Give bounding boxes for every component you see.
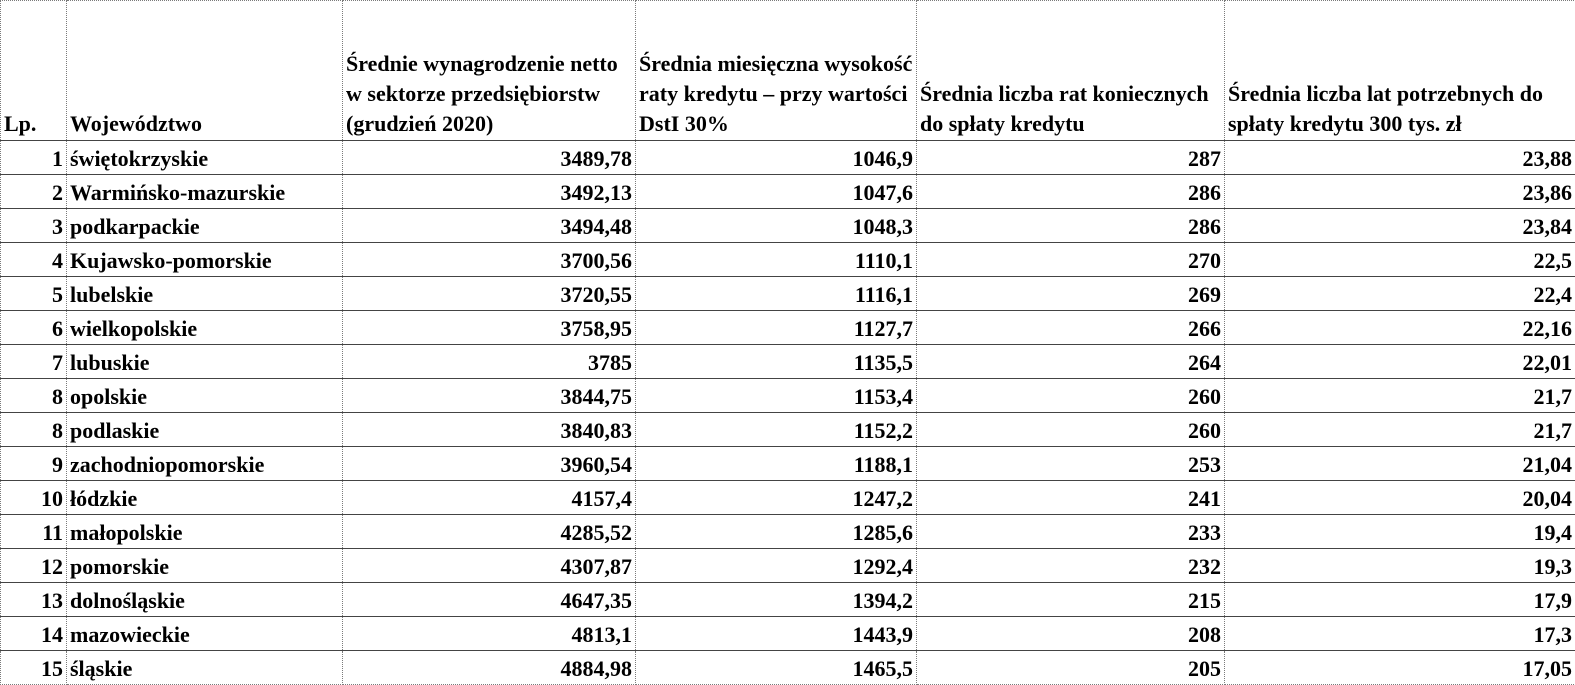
cell-liczba-rat: 269	[917, 277, 1225, 311]
header-rata: Średnia miesięczna wysokość raty kredytu – przy wartości DstI 30%	[636, 1, 917, 141]
table-row	[1, 345, 1575, 379]
cell-liczba-lat: 23,84	[1225, 209, 1575, 243]
cell-rata: 1152,2	[636, 413, 917, 447]
cell-wynagrodzenie: 3489,78	[343, 141, 636, 175]
cell-wojewodztwo: wielkopolskie	[67, 311, 343, 345]
cell-rata: 1465,5	[636, 651, 917, 685]
cell-wynagrodzenie: 3720,55	[343, 277, 636, 311]
cell-wojewodztwo: świętokrzyskie	[67, 141, 343, 175]
cell-wojewodztwo: zachodniopomorskie	[67, 447, 343, 481]
cell-liczba-lat: 22,01	[1225, 345, 1575, 379]
cell-liczba-rat: 266	[917, 311, 1225, 345]
cell-wynagrodzenie: 4884,98	[343, 651, 636, 685]
cell-wojewodztwo: Kujawsko-pomorskie	[67, 243, 343, 277]
cell-wojewodztwo: podlaskie	[67, 413, 343, 447]
cell-rata: 1110,1	[636, 243, 917, 277]
cell-wojewodztwo: lubuskie	[67, 345, 343, 379]
table-row	[1, 515, 1575, 549]
cell-lp: 13	[1, 583, 67, 617]
table-row	[1, 447, 1575, 481]
cell-wojewodztwo: małopolskie	[67, 515, 343, 549]
header-row	[1, 1, 1575, 141]
table-row	[1, 617, 1575, 651]
cell-lp: 6	[1, 311, 67, 345]
cell-wojewodztwo: łódzkie	[67, 481, 343, 515]
cell-wojewodztwo: pomorskie	[67, 549, 343, 583]
cell-lp: 10	[1, 481, 67, 515]
cell-wojewodztwo: opolskie	[67, 379, 343, 413]
cell-wynagrodzenie: 4157,4	[343, 481, 636, 515]
cell-lp: 9	[1, 447, 67, 481]
cell-rata: 1285,6	[636, 515, 917, 549]
cell-lp: 12	[1, 549, 67, 583]
cell-rata: 1443,9	[636, 617, 917, 651]
cell-wynagrodzenie: 4647,35	[343, 583, 636, 617]
cell-wynagrodzenie: 3844,75	[343, 379, 636, 413]
cell-liczba-lat: 21,7	[1225, 379, 1575, 413]
cell-wynagrodzenie: 3492,13	[343, 175, 636, 209]
cell-wynagrodzenie: 3758,95	[343, 311, 636, 345]
cell-liczba-rat: 287	[917, 141, 1225, 175]
cell-liczba-rat: 270	[917, 243, 1225, 277]
cell-wynagrodzenie: 3960,54	[343, 447, 636, 481]
cell-liczba-lat: 17,05	[1225, 651, 1575, 685]
table-row	[1, 583, 1575, 617]
cell-liczba-lat: 22,16	[1225, 311, 1575, 345]
cell-wynagrodzenie: 4813,1	[343, 617, 636, 651]
table-row	[1, 651, 1575, 685]
table-header	[1, 1, 1575, 141]
cell-wojewodztwo: podkarpackie	[67, 209, 343, 243]
cell-lp: 11	[1, 515, 67, 549]
cell-liczba-lat: 21,7	[1225, 413, 1575, 447]
cell-wojewodztwo: dolnośląskie	[67, 583, 343, 617]
cell-liczba-rat: 205	[917, 651, 1225, 685]
cell-lp: 8	[1, 379, 67, 413]
cell-liczba-lat: 19,4	[1225, 515, 1575, 549]
cell-liczba-lat: 22,4	[1225, 277, 1575, 311]
table-row	[1, 481, 1575, 515]
table-row	[1, 277, 1575, 311]
table-row	[1, 413, 1575, 447]
cell-lp: 7	[1, 345, 67, 379]
table-row	[1, 141, 1575, 175]
cell-liczba-rat: 253	[917, 447, 1225, 481]
header-liczba-rat: Średnia liczba rat koniecznych do spłaty kredytu	[917, 1, 1225, 141]
table-row	[1, 209, 1575, 243]
cell-wynagrodzenie: 3785	[343, 345, 636, 379]
cell-lp: 3	[1, 209, 67, 243]
header-liczba-lat: Średnia liczba lat potrzebnych do spłaty kredytu 300 tys. zł	[1225, 1, 1575, 141]
cell-wynagrodzenie: 3700,56	[343, 243, 636, 277]
cell-lp: 15	[1, 651, 67, 685]
header-wojewodztwo: Województwo	[67, 1, 343, 141]
cell-rata: 1394,2	[636, 583, 917, 617]
table-row	[1, 549, 1575, 583]
cell-lp: 14	[1, 617, 67, 651]
cell-rata: 1046,9	[636, 141, 917, 175]
cell-lp: 1	[1, 141, 67, 175]
cell-liczba-lat: 23,88	[1225, 141, 1575, 175]
table-row	[1, 175, 1575, 209]
cell-rata: 1116,1	[636, 277, 917, 311]
cell-wojewodztwo: Warmińsko-mazurskie	[67, 175, 343, 209]
cell-lp: 4	[1, 243, 67, 277]
cell-lp: 8	[1, 413, 67, 447]
cell-rata: 1127,7	[636, 311, 917, 345]
cell-lp: 2	[1, 175, 67, 209]
cell-liczba-lat: 19,3	[1225, 549, 1575, 583]
cell-rata: 1135,5	[636, 345, 917, 379]
cell-liczba-lat: 17,9	[1225, 583, 1575, 617]
cell-rata: 1292,4	[636, 549, 917, 583]
header-lp: Lp.	[1, 1, 67, 141]
cell-liczba-rat: 286	[917, 175, 1225, 209]
cell-liczba-rat: 286	[917, 209, 1225, 243]
cell-wojewodztwo: lubelskie	[67, 277, 343, 311]
cell-rata: 1188,1	[636, 447, 917, 481]
cell-rata: 1247,2	[636, 481, 917, 515]
cell-wynagrodzenie: 4285,52	[343, 515, 636, 549]
cell-liczba-lat: 17,3	[1225, 617, 1575, 651]
cell-liczba-lat: 21,04	[1225, 447, 1575, 481]
cell-liczba-rat: 241	[917, 481, 1225, 515]
cell-liczba-lat: 23,86	[1225, 175, 1575, 209]
cell-rata: 1153,4	[636, 379, 917, 413]
cell-liczba-rat: 232	[917, 549, 1225, 583]
cell-rata: 1047,6	[636, 175, 917, 209]
cell-wojewodztwo: śląskie	[67, 651, 343, 685]
cell-liczba-rat: 260	[917, 379, 1225, 413]
table-row	[1, 311, 1575, 345]
table-row	[1, 243, 1575, 277]
cell-liczba-lat: 22,5	[1225, 243, 1575, 277]
table-body	[1, 141, 1575, 685]
cell-wynagrodzenie: 3494,48	[343, 209, 636, 243]
cell-lp: 5	[1, 277, 67, 311]
cell-liczba-rat: 208	[917, 617, 1225, 651]
cell-liczba-rat: 233	[917, 515, 1225, 549]
table-row	[1, 379, 1575, 413]
cell-wojewodztwo: mazowieckie	[67, 617, 343, 651]
cell-liczba-rat: 215	[917, 583, 1225, 617]
cell-wynagrodzenie: 3840,83	[343, 413, 636, 447]
cell-rata: 1048,3	[636, 209, 917, 243]
header-wynagrodzenie: Średnie wynagrodzenie netto w sektorze przedsiębiorstw (grudzień 2020)	[343, 1, 636, 141]
cell-liczba-lat: 20,04	[1225, 481, 1575, 515]
cell-liczba-rat: 264	[917, 345, 1225, 379]
cell-liczba-rat: 260	[917, 413, 1225, 447]
cell-wynagrodzenie: 4307,87	[343, 549, 636, 583]
